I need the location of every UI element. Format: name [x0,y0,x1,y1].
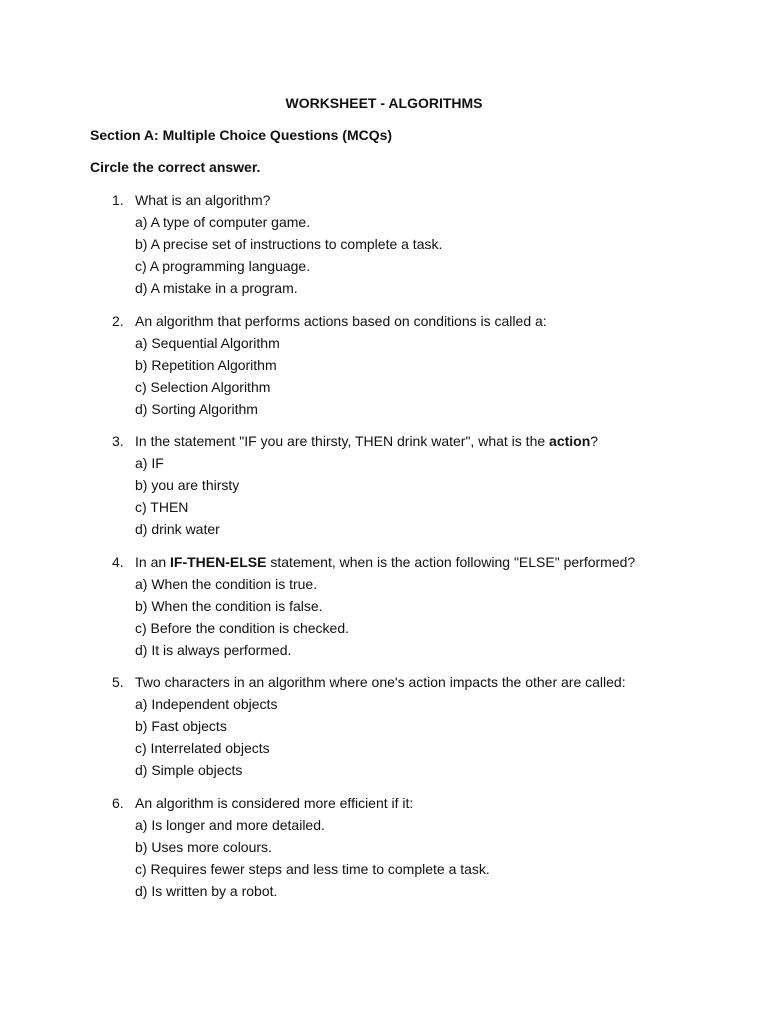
question-number: 5. [112,674,124,690]
answer-option[interactable]: c) Requires fewer steps and less time to complete a task. [135,860,490,877]
instruction-text: Circle the correct answer. [90,159,261,175]
question-stem: What is an algorithm? [135,192,271,208]
answer-options [135,332,768,420]
question-number: 6. [112,794,124,811]
answer-option[interactable]: c) A programming language. [135,258,311,274]
question-number: 2. [112,312,124,329]
question-stem: An algorithm that performs actions based on conditions is called a: [135,312,547,329]
question-5 [0,671,768,781]
answer-option[interactable]: d) It is always performed. [135,641,292,658]
question-number: 3. [112,433,124,449]
answer-option[interactable]: a) Independent objects [135,696,278,712]
question-number: 4. [112,553,124,570]
question-stem: In an IF-THEN-ELSE statement, when is the action following "ELSE" performed? [135,553,636,570]
question-number: 1. [112,192,124,208]
answer-option[interactable]: d) Is written by a robot. [135,882,278,899]
answer-option[interactable]: c) Before the condition is checked. [135,619,350,636]
answer-options [135,452,768,540]
answer-option[interactable]: c) THEN [135,499,189,515]
answer-option[interactable]: a) Sequential Algorithm [135,334,280,351]
answer-option[interactable]: b) Repetition Algorithm [135,356,277,373]
answer-option[interactable]: c) Selection Algorithm [135,378,271,395]
answer-option[interactable]: d) Simple objects [135,762,243,778]
answer-option[interactable]: c) Interrelated objects [135,740,270,756]
question-1 [0,189,768,299]
question-6 [0,792,768,902]
answer-option[interactable]: d) A mistake in a program. [135,280,298,296]
answer-option[interactable]: d) Sorting Algorithm [135,400,258,417]
question-stem: In the statement "IF you are thirsty, THEN drink water", what is the action? [135,433,599,449]
answer-option[interactable]: b) Fast objects [135,718,227,734]
answer-options [135,211,768,299]
section-heading: Section A: Multiple Choice Questions (MCQs) [90,127,393,143]
answer-option[interactable]: a) IF [135,455,164,471]
question-list [0,189,768,912]
question-stem: An algorithm is considered more efficient if it: [135,794,414,811]
worksheet-title: WORKSHEET - ALGORITHMS [285,95,483,111]
answer-options [135,573,768,661]
answer-option[interactable]: a) When the condition is true. [135,575,318,592]
question-3 [0,430,768,540]
question-4 [0,551,768,661]
answer-option[interactable]: b) When the condition is false. [135,597,323,614]
answer-option[interactable]: b) A precise set of instructions to complete a task. [135,236,443,252]
answer-option[interactable]: b) you are thirsty [135,477,240,493]
answer-option[interactable]: a) A type of computer game. [135,214,311,230]
answer-option[interactable]: a) Is longer and more detailed. [135,816,325,833]
question-2 [0,310,768,420]
answer-option[interactable]: d) drink water [135,521,220,537]
answer-options [135,693,768,781]
question-stem: Two characters in an algorithm where one's action impacts the other are called: [135,674,626,690]
answer-option[interactable]: b) Uses more colours. [135,838,272,855]
answer-options [135,814,768,902]
